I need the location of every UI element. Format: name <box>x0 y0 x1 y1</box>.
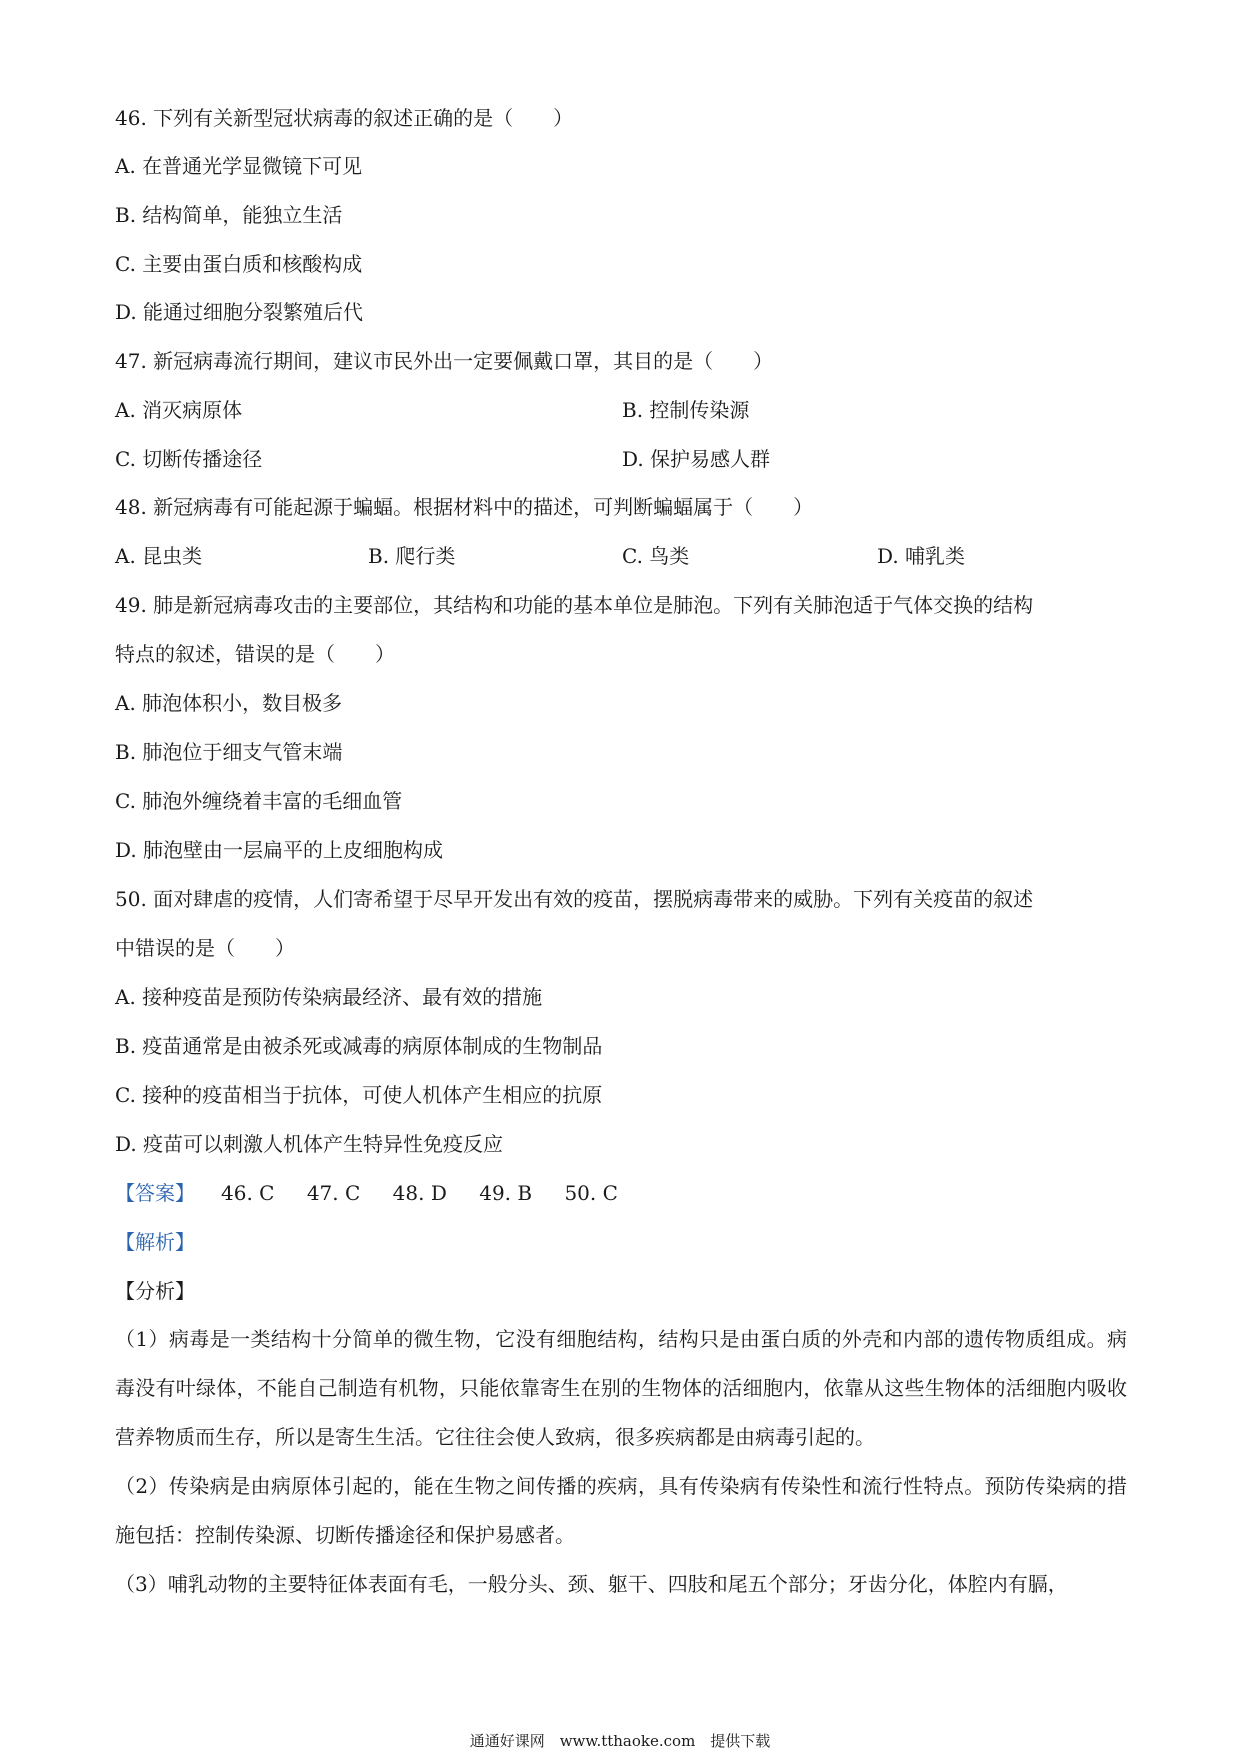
question-48-stem: 48. 新冠病毒有可能起源于蝙蝠。根据材料中的描述，可判断蝙蝠属于（ ） <box>115 495 814 519</box>
question-47-stem: 47. 新冠病毒流行期间，建议市民外出一定要佩戴口罩，其目的是（ ） <box>115 349 774 373</box>
question-49-option-a: A. 肺泡体积小，数目极多 <box>115 691 343 715</box>
question-47-option-c: C. 切断传播途径 <box>115 447 263 471</box>
question-48-option-d: D. 哺乳类 <box>877 544 966 568</box>
analysis-label: 【解析】 <box>115 1230 195 1254</box>
answer-item: 50. C <box>564 1181 618 1205</box>
answer-item: 49. B <box>479 1181 533 1205</box>
question-47-option-d: D. 保护易感人群 <box>622 447 771 471</box>
question-46-stem: 46. 下列有关新型冠状病毒的叙述正确的是（ ） <box>115 106 574 130</box>
question-50-stem-line-2: 中错误的是（ ） <box>115 936 295 960</box>
question-47-option-b: B. 控制传染源 <box>622 398 750 422</box>
analysis-paragraph-2: （2）传染病是由病原体引起的，能在生物之间传播的疾病，具有传染病有传染性和流行性特点。预防传染病的措施包括：控制传染源、切断传播途径和保护易感者。 <box>115 1474 1127 1547</box>
question-50-option-b: B. 疫苗通常是由被杀死或减毒的病原体制成的生物制品 <box>115 1034 603 1058</box>
question-48-option-a: A. 昆虫类 <box>115 544 203 568</box>
question-49-option-c: C. 肺泡外缠绕着丰富的毛细血管 <box>115 789 403 813</box>
question-49-option-b: B. 肺泡位于细支气管末端 <box>115 740 343 764</box>
question-49-stem-line-1: 49. 肺是新冠病毒攻击的主要部位，其结构和功能的基本单位是肺泡。下列有关肺泡适于气体交换的结构 <box>115 593 1034 617</box>
question-50-stem-line-1: 50. 面对肆虐的疫情，人们寄希望于尽早开发出有效的疫苗，摆脱病毒带来的威胁。下列有关疫苗的叙述 <box>115 887 1034 911</box>
question-46-option-b: B. 结构简单，能独立生活 <box>115 203 343 227</box>
question-48-option-b: B. 爬行类 <box>368 544 456 568</box>
question-48-option-c: C. 鸟类 <box>622 544 690 568</box>
analysis-paragraph-3: （3）哺乳动物的主要特征体表面有毛，一般分头、颈、躯干、四肢和尾五个部分；牙齿分化，体腔内有膈， <box>115 1572 1068 1596</box>
answer-label: 【答案】 <box>115 1181 195 1205</box>
analysis-sub-label: 【分析】 <box>115 1279 195 1303</box>
question-47-option-a: A. 消灭病原体 <box>115 398 243 422</box>
question-50-option-a: A. 接种疫苗是预防传染病最经济、最有效的措施 <box>115 985 543 1009</box>
answer-item: 47. C <box>306 1181 361 1205</box>
question-46-option-a: A. 在普通光学显微镜下可见 <box>115 154 363 178</box>
answer-line <box>115 1179 618 1207</box>
answer-item: 46. C <box>221 1181 275 1205</box>
answer-item: 48. D <box>392 1181 447 1205</box>
question-46-option-c: C. 主要由蛋白质和核酸构成 <box>115 252 363 276</box>
question-50-option-c: C. 接种的疫苗相当于抗体，可使人机体产生相应的抗原 <box>115 1083 603 1107</box>
page-footer: 通通好课网 www.tthaoke.com 提供下载 <box>469 1732 771 1750</box>
question-49-stem-line-2: 特点的叙述，错误的是（ ） <box>115 642 395 666</box>
analysis-paragraph-1: （1）病毒是一类结构十分简单的微生物，它没有细胞结构，结构只是由蛋白质的外壳和内部的遗传物质组成。病毒没有叶绿体，不能自己制造有机物，只能依靠寄生在别的生物体的活细胞内，依靠从这些生物体的活细胞内吸收营养物质而生存，所以是寄生生活。它往往会使人致病，很多疾病都是由病毒引起的。 <box>115 1327 1127 1449</box>
question-46-option-d: D. 能通过细胞分裂繁殖后代 <box>115 300 364 324</box>
question-49-option-d: D. 肺泡壁由一层扁平的上皮细胞构成 <box>115 838 444 862</box>
question-50-option-d: D. 疫苗可以刺激人机体产生特异性免疫反应 <box>115 1132 504 1156</box>
